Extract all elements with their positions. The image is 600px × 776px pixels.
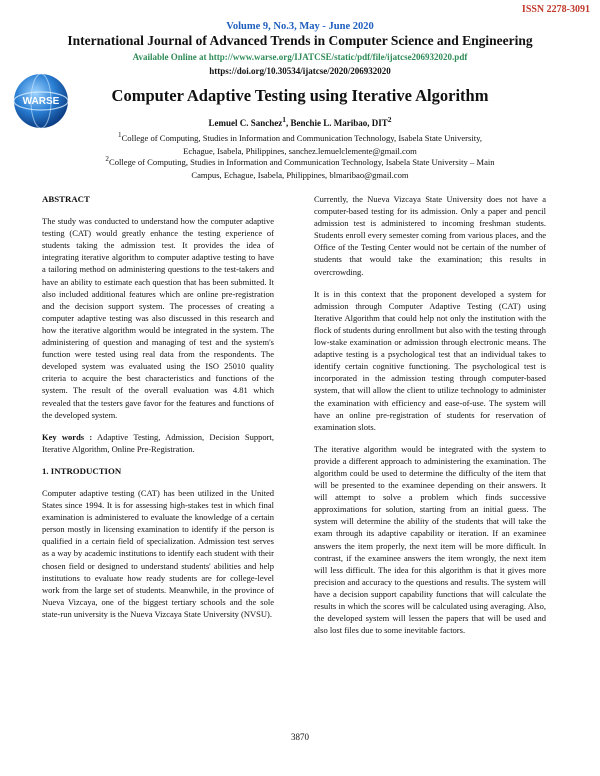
right-paragraph-1: Currently, the Nueva Vizcaya State University does not have a computer-based testing for its admission. Only a paper and pencil admission test is administered to incoming freshman students. Students enroll every semester coming from various places, and the Office of the Testing Center would not be certain of the number of students that would take the examination; this results in overcrowding. [314, 194, 546, 277]
page-number: 3870 [291, 732, 309, 742]
affiliation-2-sup: 2 [105, 155, 109, 163]
affiliation-1-line-2: Echague, Isabela, Philippines, sanchez.lemuelclemente@gmail.com [183, 145, 417, 156]
author-separator: , [285, 118, 291, 128]
author-2-sup: 2 [387, 115, 392, 124]
keywords-label: Key words : [42, 431, 93, 442]
right-paragraph-3: The iterative algorithm would be integrated with the system to provide a different approach to administering the examination. The algorithm could be used to determine the difficulty of the item that will be presented to the examinee depending on their answers. It will attempt to solve a problem which finds successive approximations for solution, starting from an initial guess. The system will determine the ability of the students that will take the exam through its adaptive capability or iteration. If an examinee answers the item properly, the next item will be more difficult. In contrast, if the examinee answers the item wrongly, the next item will less difficult. The idea for this algorithm is that it gives more precision and accuracy to the questions and results. The system will have a decision support capability functions that will calculate the results in which the scores will be calculated using averaging. Also, the developed system will lessen the papers that will be used and also lost files due to some inevitable factors. [314, 443, 546, 636]
abstract-heading: ABSTRACT [42, 194, 90, 204]
affiliation-2-line-1: College of Computing, Studies in Information and Communication Technology, Isabela State University – Main [108, 156, 495, 167]
available-online-link[interactable]: Available Online at http://www.warse.org/IJATCSE/static/pdf/file/ijatcse206932020.pdf [132, 52, 468, 62]
journal-title: International Journal of Advanced Trends in Computer Science and Engineering [67, 33, 533, 48]
keywords [42, 431, 274, 455]
author-1-sup: 1 [282, 115, 286, 124]
affiliation-1-sup: 1 [117, 131, 122, 139]
keywords-text: Adaptive Testing, Admission, Decision Support, Iterative Algorithm, Online Pre-Registration. [42, 431, 274, 454]
right-paragraph-2: It is in this context that the proponent developed a system for admission through Computer Adaptive Testing (CAT) using Iterative Algorithm that could help not only the institution with the flock of students during enrollment but also with the testing through low-stake examination or admission through electronic means. The adaptive testing is a psychological test that an individual takes to identify certain cognitive functioning. The psychological test is incorporated in the admission testing through computer-based system, that will allow the client to utilize technology to administer the examination with efficiency and ease-of-use. The system will have an online pre-registration of students for reservation of examination slots. [314, 288, 546, 432]
right-column [314, 193, 546, 646]
author-line [0, 115, 600, 128]
author-1: Lemuel C. Sanchez [208, 118, 283, 128]
abstract-text: The study was conducted to understand how the computer adaptive testing (CAT) would greatly enhance the testing experience of students taking the admission test. It provides the idea of integrating iterative algorithm to computer adaptive testing to have a tailoring method on administering questions to the test-takers and have an ability to estimate each question that has been submitted. It also included additional features which are online pre-registration and the decision support system. The processes of creating a computer adaptive testing was also discussed in this research and how the iterative algorithm would be integrated in the system. The administering of question and managing of test and the system's function were tested using real data from the respondents. The developed system was evaluated using the ISO 25010 quality criteria to acquire the best characteristics and functions of the system. The result of the overall evaluation was 4.81 which revealed that the testers gave favor for the features and functions of the developed system. [42, 216, 274, 420]
doi-link[interactable]: https://doi.org/10.30534/ijatcse/2020/206932020 [209, 66, 391, 76]
issn-label: ISSN 2278-3091 [521, 4, 590, 15]
affiliation-2 [60, 153, 540, 182]
affiliation-2-line-2: Campus, Echague, Isabela, Philippines, blmaribao@gmail.com [191, 169, 409, 180]
affiliation-1-line-1: College of Computing, Studies in Information and Communication Technology, Isabela State University, [121, 132, 482, 143]
logo-text: WARSE [22, 96, 60, 107]
volume-line: Volume 9, No.3, May - June 2020 [226, 21, 374, 32]
introduction-heading: 1. INTRODUCTION [42, 465, 122, 476]
left-column [42, 193, 274, 630]
author-2: Benchie L. Maribao, DIT [290, 118, 388, 128]
paper-title: Computer Adaptive Testing using Iterative Algorithm [111, 86, 489, 105]
introduction-paragraph-1: Computer adaptive testing (CAT) has been utilized in the United States since 1994. It is for assessing high-stakes test in which final examination is administered to evaluate the knowledge of a certain person mostly in licensing examination to identify if the person is qualified in a certain field of specialization. Admission test serves as a way by academic institutions to identify each student with their chosen field or designed to understand students' abilities and help institutions to evaluate how ready students are for college-level work from the large set of students. Meanwhile, in the province of Nueva Vizcaya, one of the biggest tertiary schools and the sole state-run university is the Nueva Vizcaya State University (NVSU). [42, 487, 274, 619]
